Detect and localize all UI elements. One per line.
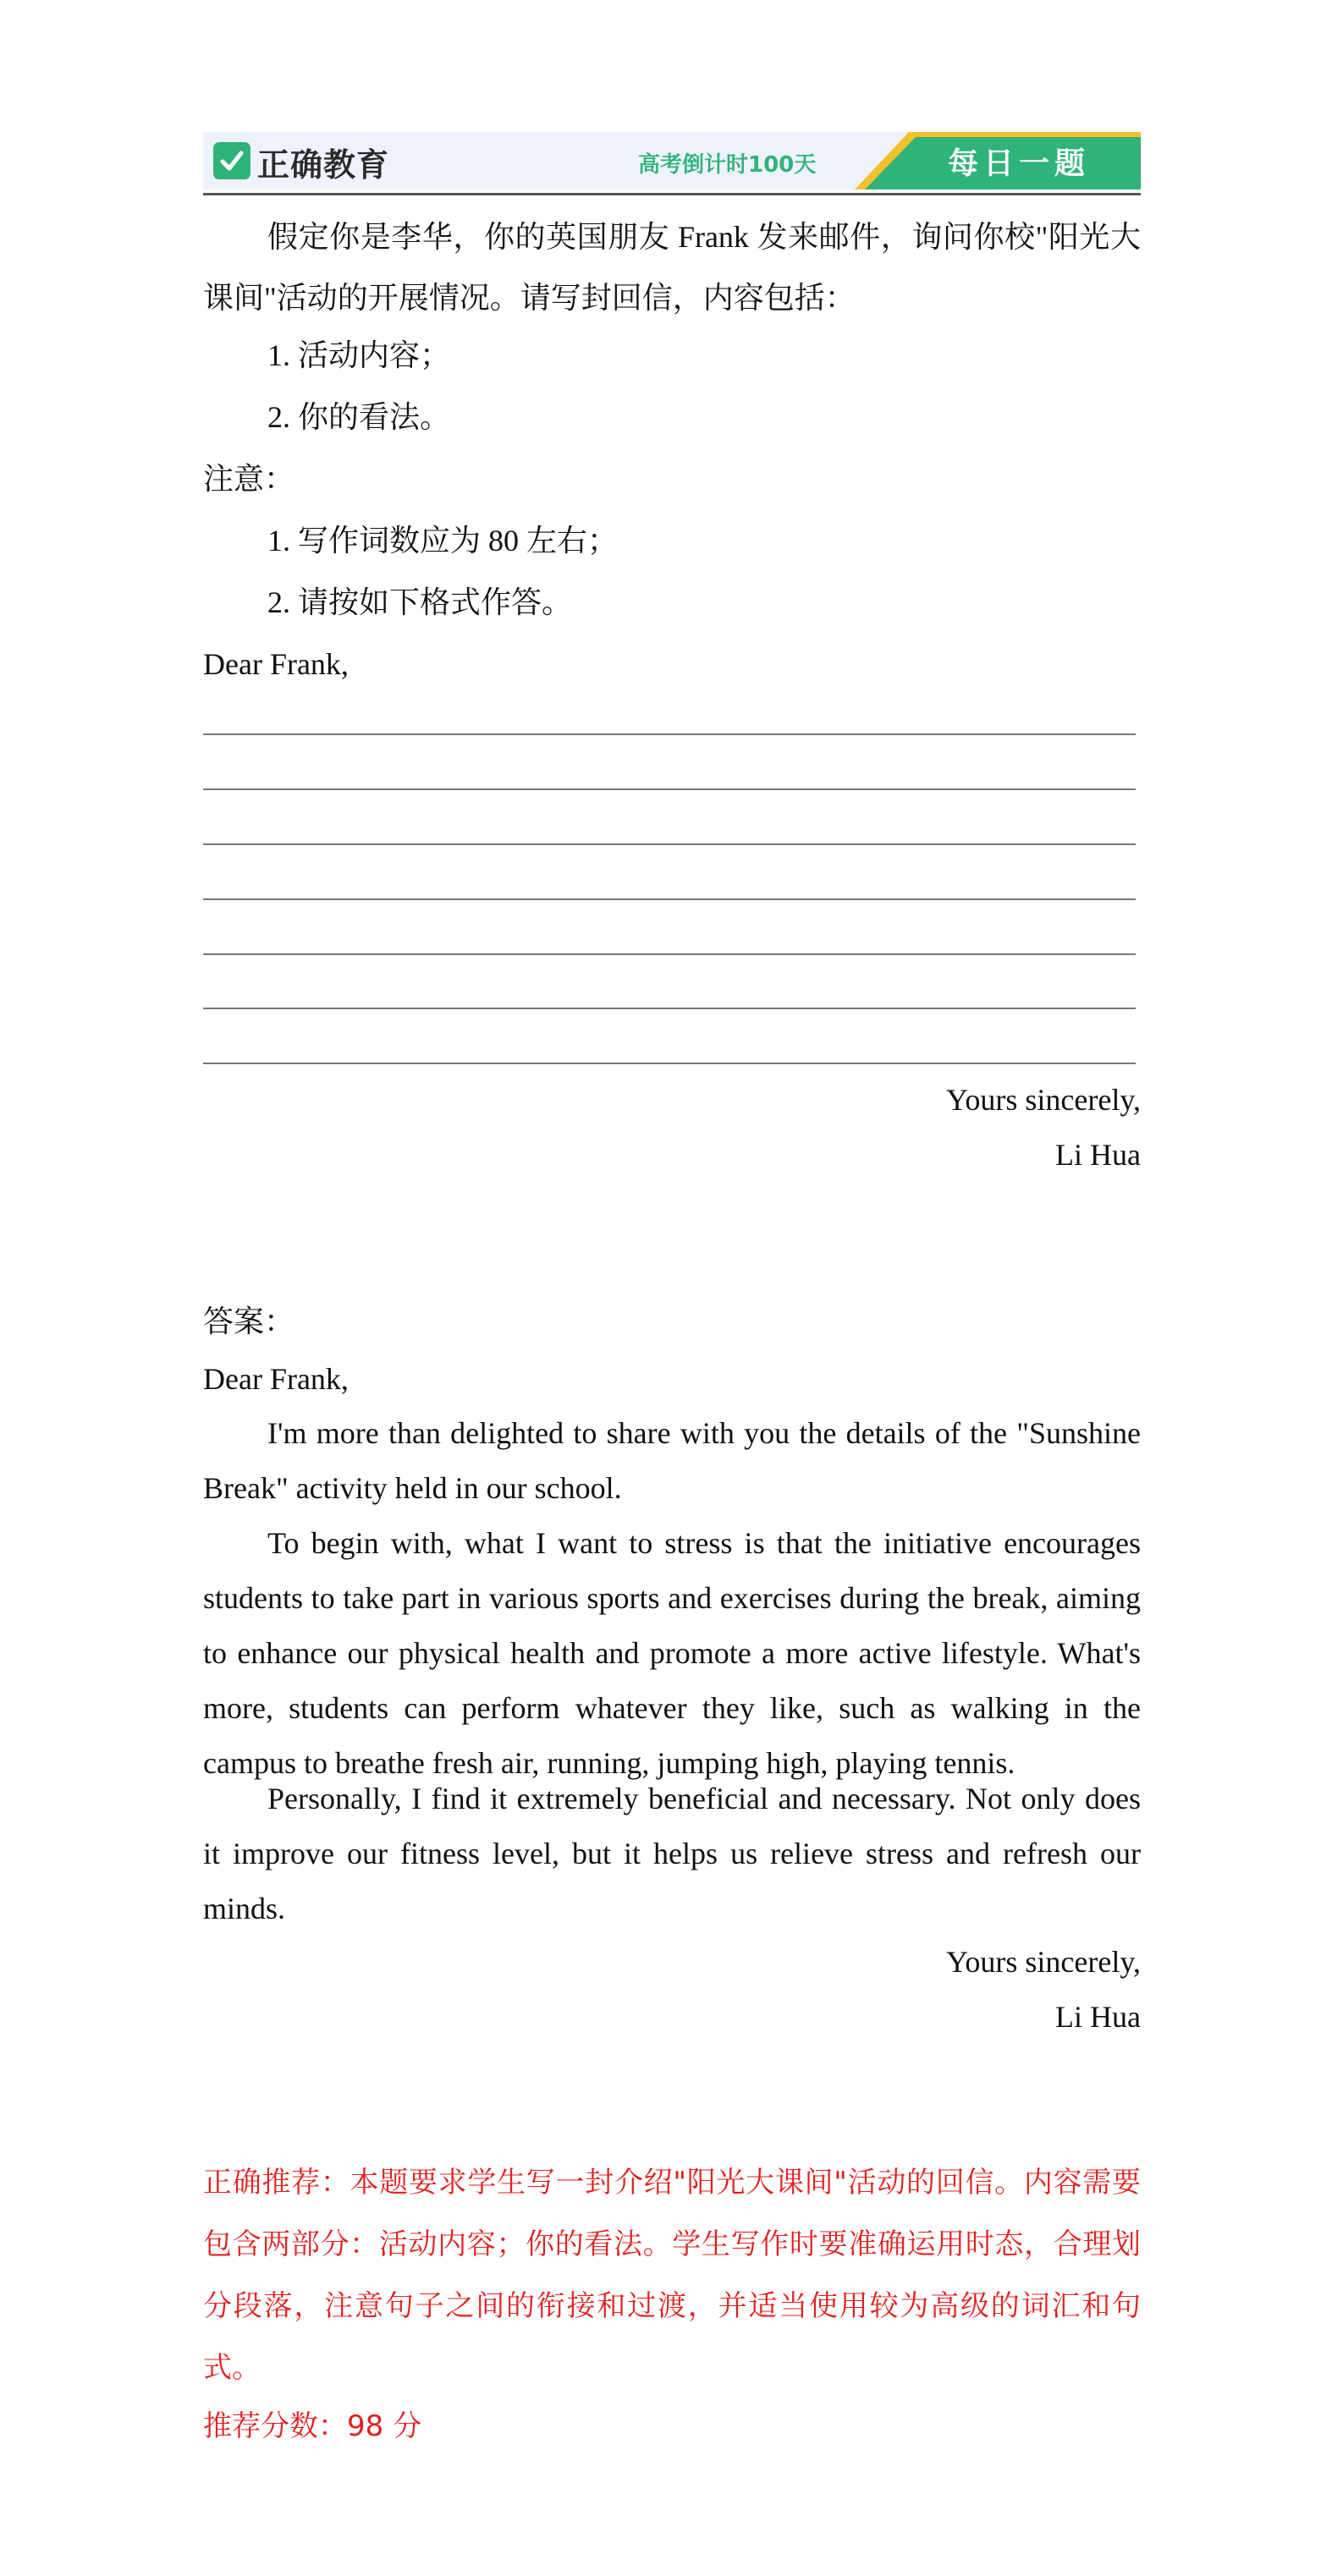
recommendation-text: 正确推荐：本题要求学生写一封介绍"阳光大课间"活动的回信。内容需要包含两部分：活动内容；你的看法。学生写作时要准确运用时态，合理划分段落，注意句子之间的衔接和过渡，并适当使用较为高级的词汇和句式。: [203, 2166, 1141, 2385]
note-item-2: 2. 请按如下格式作答。: [267, 585, 573, 619]
note-item-1: 1. 写作词数应为 80 左右；: [267, 524, 619, 557]
answer-paragraph-3: Personally, I find it extremely beneficial and necessary. Not only does it improve our fitness level, but it helps us relieve stress and refresh our minds.: [203, 1782, 1141, 1925]
header-banner: [203, 132, 1141, 189]
answer-label: 答案：: [203, 1304, 295, 1338]
note-label: 注意：: [203, 462, 295, 496]
writing-line: [203, 733, 1136, 735]
daily-question-label: 每日一题: [948, 146, 1091, 181]
writing-line: [203, 898, 1136, 900]
question-item-1: 1. 活动内容；: [267, 338, 451, 372]
writing-line: [203, 953, 1136, 955]
question-signature: Li Hua: [1055, 1138, 1141, 1172]
answer-paragraph-1: I'm more than delighted to share with you the details of the "Sunshine Break" activity held in our school.: [203, 1416, 1141, 1505]
daily-question-badge: [855, 132, 1141, 189]
writing-line: [203, 788, 1136, 790]
writing-line: [203, 1008, 1136, 1009]
header-divider: [203, 193, 1141, 195]
answer-closing: Yours sincerely,: [946, 1945, 1141, 1979]
writing-line: [203, 1063, 1136, 1064]
answer-salutation: Dear Frank,: [203, 1362, 349, 1396]
answer-signature: Li Hua: [1055, 2000, 1141, 2034]
brand-logo-text: 正确教育: [257, 146, 390, 184]
question-prompt: 假定你是李华，你的英国朋友 Frank 发来邮件，询问你校"阳光大课间"活动的开展情况。请写封回信，内容包括：: [203, 220, 1141, 315]
question-item-2: 2. 你的看法。: [267, 400, 451, 434]
answer-paragraph-2: To begin with, what I want to stress is that the initiative encourages students to take part in various sports and exercises during the break, aiming to enhance our physical health and promote a more active lifestyle. What's more, students can perform whatever they like, such as walking in the campus to breathe fresh air, running, jumping high, playing tennis.: [203, 1526, 1141, 1780]
exam-countdown: 高考倒计时100天: [638, 152, 817, 178]
writing-line: [203, 843, 1136, 845]
check-icon: [213, 142, 250, 179]
question-closing: Yours sincerely,: [946, 1083, 1141, 1117]
recommended-score: 推荐分数：98 分: [203, 2409, 422, 2443]
question-salutation: Dear Frank,: [203, 647, 349, 681]
